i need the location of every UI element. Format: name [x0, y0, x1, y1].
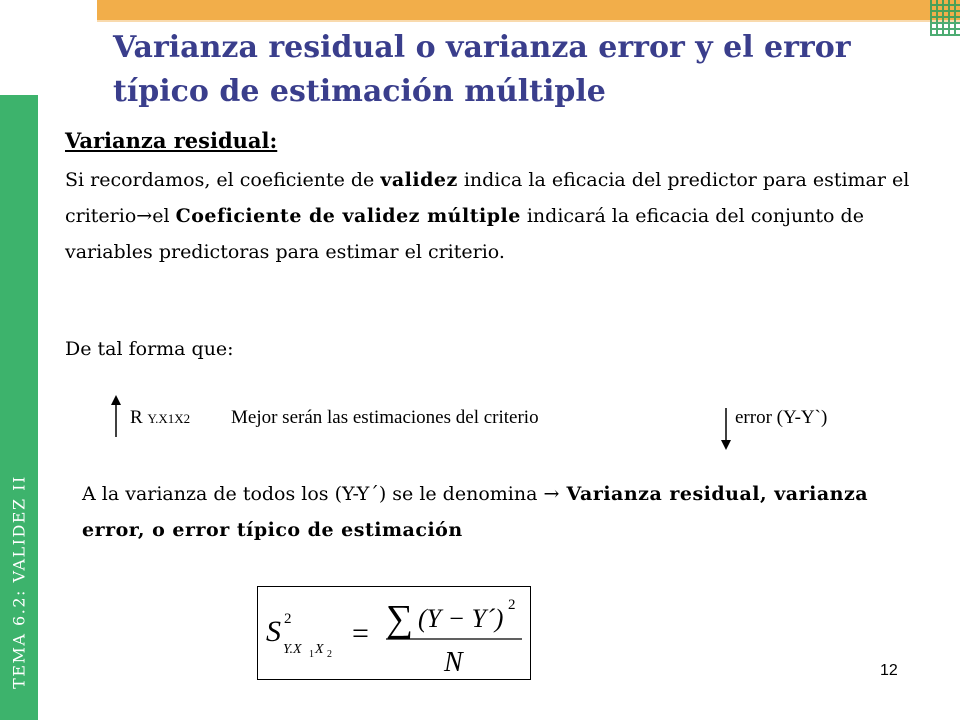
r-symbol: R [130, 407, 143, 428]
formula-sup: 2 [284, 611, 292, 627]
paragraph-text: Si recordamos, el coeficiente de [65, 169, 381, 191]
r-coefficient [130, 407, 190, 429]
formula-sub-2: 2 [327, 649, 332, 660]
arrow-down-icon [720, 408, 732, 450]
relation-line [100, 390, 900, 460]
formula-sub-1: 1 [309, 649, 314, 660]
side-label: TEMA 6.2: VALIDEZ II [9, 475, 29, 689]
section-heading: Varianza residual: [65, 128, 278, 153]
formula-num-sup: 2 [508, 597, 516, 613]
denomination-bold: Varianza residual, varianza error, o error típico de estimación [82, 483, 869, 541]
top-accent-bar [97, 0, 960, 20]
bold-term-validez: validez [380, 169, 458, 191]
formula-sum: ∑ [386, 598, 414, 640]
bold-term-coeficiente: Coeficiente de validez múltiple [175, 205, 521, 227]
page-number: 12 [880, 662, 898, 679]
arrow-up-icon [110, 395, 122, 437]
top-accent-line [97, 20, 960, 22]
denomination-paragraph [82, 476, 912, 548]
right-arrow-icon: → [136, 205, 153, 227]
formula-denominator: N [444, 647, 463, 678]
formula-sub-x: X [315, 642, 324, 657]
formula-numerator: (Y − Y´) [418, 604, 504, 633]
validity-paragraph [65, 162, 920, 270]
corner-grid-decoration [930, 0, 960, 36]
paragraph-text: el [152, 205, 176, 227]
paragraph-text: indicará la eficacia del conjunto de variables predictoras para estimar el criterio. [65, 205, 864, 263]
denomination-text: A la varianza de todos los (Y-Y´) se le denomina [82, 483, 544, 505]
error-label: error (Y-Y`) [735, 407, 828, 428]
formula-equals: = [352, 617, 369, 650]
r-subscript: Y.X1X2 [147, 411, 191, 426]
formula-box [257, 586, 531, 680]
formula [258, 587, 530, 679]
relation-middle-text: Mejor serán las estimaciones del criterio [231, 407, 539, 428]
slide-title: Varianza residual o varianza error y el error típico de estimación múltiple [113, 30, 851, 109]
formula-s: S [266, 615, 281, 648]
intro-text: De tal forma que: [65, 338, 234, 360]
formula-sub-y: Y.X [283, 642, 302, 657]
right-arrow-icon: → [543, 483, 560, 505]
paragraph-text: indica la eficacia del predictor para estimar el criterio [65, 169, 910, 227]
